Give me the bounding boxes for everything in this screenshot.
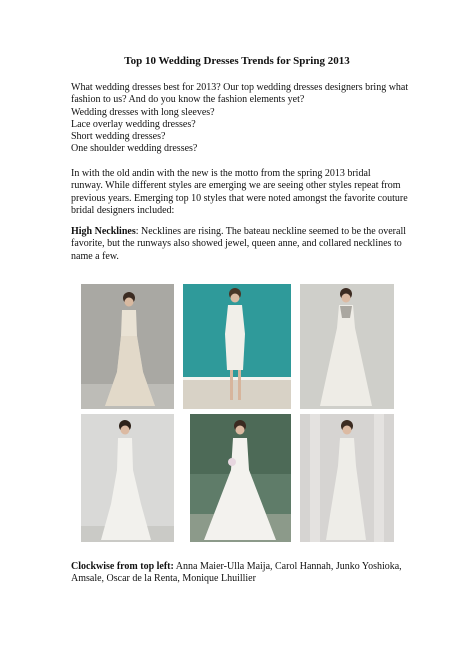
section-line: name a few.	[71, 250, 119, 262]
intro-line: Lace overlay wedding dresses?	[71, 118, 196, 130]
caption-line: Anna Maier-Ulla Maija, Carol Hannah, Junko Yoshioka,	[173, 561, 402, 572]
section-first-line	[71, 226, 411, 238]
intro-line: fashion to us? And do you know the fashion elements yet?	[71, 94, 305, 106]
motto-line: In with the old andin with the new is the motto from the spring 2013 bridal	[71, 168, 371, 179]
motto-line: runway. While different styles are emerging we are seeing other styles repeat from	[71, 180, 401, 192]
motto-paragraph	[71, 168, 411, 217]
photo-bottom-left	[81, 414, 174, 542]
photo-top-middle	[183, 284, 291, 409]
section-heading: High Necklines	[71, 226, 136, 237]
photo-top-right	[300, 284, 394, 409]
photo-bottom-middle	[190, 414, 291, 542]
caption-heading: Clockwise from top left:	[71, 561, 174, 572]
photo-bottom-right	[300, 414, 394, 542]
intro-line: What wedding dresses best for 2013? Our top wedding dresses designers bring what	[71, 82, 409, 93]
motto-line: previous years. Emerging top 10 styles that were noted amongst the favorite couture	[71, 192, 408, 204]
section-line: : Necklines are rising. The bateau neckline seemed to be the overall	[135, 226, 406, 237]
motto-line: bridal designers included:	[71, 204, 175, 216]
photo-top-left	[81, 284, 174, 409]
caption-line: Amsale, Oscar de la Renta, Monique Lhuillier	[71, 573, 256, 585]
high-necklines-paragraph	[71, 226, 411, 263]
intro-line: One shoulder wedding dresses?	[71, 143, 198, 155]
intro-paragraph	[71, 82, 411, 156]
page-title: Top 10 Wedding Dresses Trends for Spring 2013	[124, 55, 350, 67]
section-line: favorite, but the runways also showed jewel, queen anne, and collared necklines to	[71, 238, 402, 250]
caption-first-line	[71, 561, 411, 573]
intro-line: Wedding dresses with long sleeves?	[71, 106, 215, 118]
photo-caption	[71, 561, 411, 586]
intro-line: Short wedding dresses?	[71, 131, 166, 143]
